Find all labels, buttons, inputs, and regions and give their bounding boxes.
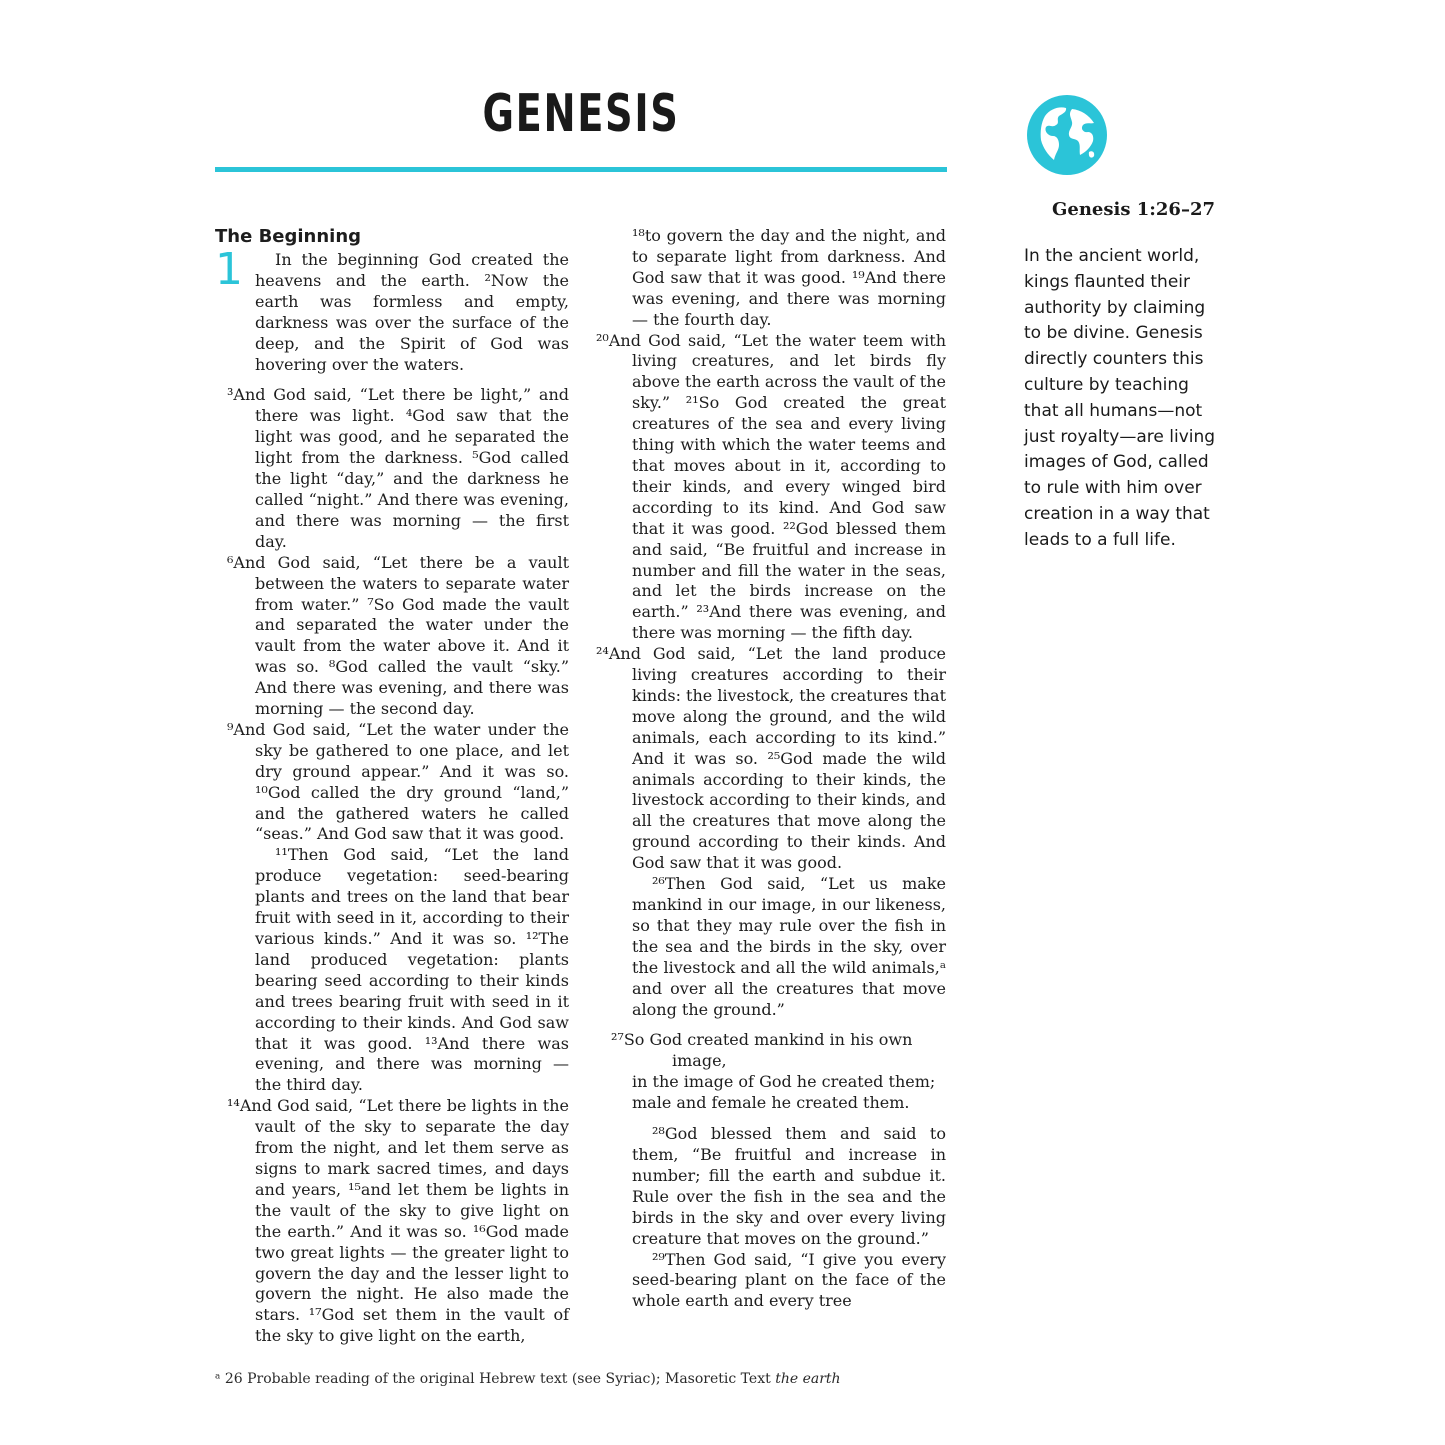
chapter-opening [215, 244, 569, 375]
verse-paragraph: ¹¹Then God said, “Let the land produce vegetation: seed-bearing plants and trees on the land that bear fruit with seed in it, according to their various kinds.” And it was so. ¹²The land produced vegetation: plants bearing seed according to their kinds and trees bearing fruit with seed in it according to their kinds. And God saw that it was good. ¹³And there was evening, and there was morning — the third day. [255, 845, 569, 1095]
sidebar-line: that all humans—not [1024, 400, 1203, 421]
poetry-line: male and female he created them. [632, 1093, 910, 1113]
poetry-line: in the image of God he created them; [632, 1072, 936, 1092]
footnote [215, 1370, 955, 1388]
verse-paragraph: ⁹And God said, “Let the water under the sky be gathered to one place, and let dry ground appear.” And it was so. ¹⁰God called the dry ground “land,” and the gathered waters he called “seas.” And God saw that it was good. [227, 719, 569, 844]
sidebar-text [1024, 244, 1234, 554]
sidebar-line: images of God, called [1024, 452, 1209, 473]
verse-paragraph: ²⁰And God said, “Let the water teem with living creatures, and let birds fly above the earth across the vault of the sky.” ²¹So God created the great creatures of the sea and every living thing with which the water teems and that moves about in it, according to their kinds, and every winged bird according to its kind. And God saw that it was good. ²²God blessed them and said, “Be fruitful and increase in number and fill the water in the seas, and let the birds increase on the earth.” ²³And there was evening, and there was morning — the fifth day. [596, 330, 946, 643]
sidebar-line: directly counters this [1024, 349, 1204, 370]
verse-paragraph: ²⁶Then God said, “Let us make mankind in our image, in our likeness, so that they may rule over the fish in the sea and the birds in the sky, over the livestock and all the wild animals,ᵃ and over all the creatures that move along the ground.” [632, 874, 946, 1019]
footnote-text: ᵃ 26 Probable reading of the original Hebrew text (see Syriac); Masoretic Text [215, 1371, 776, 1387]
sidebar-line: kings flaunted their [1024, 271, 1190, 292]
verse-paragraph: ¹⁴And God said, “Let there be lights in the vault of the sky to separate the day from the night, and let them serve as signs to mark sacred times, and days and years, ¹⁵and let them be lights in the vault of the sky to give light on the earth.” And it was so. ¹⁶God made two great lights — the greater light to govern the day and the lesser light to govern the night. He also made the stars. ¹⁷God set them in the vault of the sky to give light on the earth, [227, 1096, 569, 1346]
sidebar-line: authority by claiming [1024, 297, 1206, 318]
text-column-middle [596, 226, 946, 1312]
verse-paragraph: ²⁴And God said, “Let the land produce living creatures according to their kinds: the livestock, the creatures that move along the ground, and the wild animals, each according to its kind.” And it was so. ²⁵God made the wild animals according to their kinds, the livestock according to their kinds, and all the creatures that move along the ground according to their kinds. And God saw that it was good. [596, 644, 946, 873]
sidebar-line: culture by teaching [1024, 374, 1189, 395]
chapter-number: 1 [215, 244, 243, 295]
text-column-left [215, 226, 569, 1347]
sidebar-line: just royalty—are living [1024, 426, 1216, 447]
sidebar-note [1024, 94, 1234, 554]
verse-paragraph: ²⁸God blessed them and said to them, “Be fruitful and increase in number; fill the earth and subdue it. Rule over the fish in the sea and the birds in the sky and over every living creature that moves on the ground.” [632, 1124, 946, 1248]
section-heading: The Beginning [215, 226, 362, 247]
verse-paragraph: In the beginning God created the heavens and the earth. ²Now the earth was formless and empty, darkness was over the surface of the deep, and the Spirit of God was hovering over the waters. [255, 250, 569, 374]
verse-paragraph: ³And God said, “Let there be light,” and there was light. ⁴God saw that the light was good, and he separated the light from the darkness. ⁵God called the light “day,” and the darkness he called “night.” And there was evening, and there was morning — the first day. [227, 385, 569, 551]
sidebar-line: In the ancient world, [1024, 246, 1200, 266]
verse-paragraph: ⁶And God said, “Let there be a vault between the waters to separate water from water.” ⁷So God made the vault and separated the water under the vault from the water above it. And it was so. ⁸God called the vault “sky.” And there was evening, and there was morning — the second day. [227, 552, 569, 719]
poetry-line: ²⁷So God created mankind in his own [611, 1030, 913, 1050]
poetry-line: image, [672, 1051, 727, 1071]
verse-paragraph: ¹⁸to govern the day and the night, and to separate light from darkness. And God saw that it was good. ¹⁹And there was evening, and there was morning — the fourth day. [632, 226, 946, 329]
book-title: GENESIS [482, 84, 680, 144]
title-rule [215, 167, 947, 172]
sidebar-line: to rule with him over [1024, 478, 1202, 499]
footnote-italic: the earth [775, 1371, 841, 1387]
globe-icon [1026, 94, 1108, 176]
sidebar-line: leads to a full life. [1024, 529, 1176, 550]
sidebar-line: creation in a way that [1024, 503, 1210, 524]
sidebar-line: to be divine. Genesis [1024, 323, 1203, 344]
verse-paragraph: ²⁹Then God said, “I give you every seed-bearing plant on the face of the whole earth and every tree [632, 1249, 946, 1311]
sidebar-reference: Genesis 1:26–27 [1052, 199, 1216, 220]
